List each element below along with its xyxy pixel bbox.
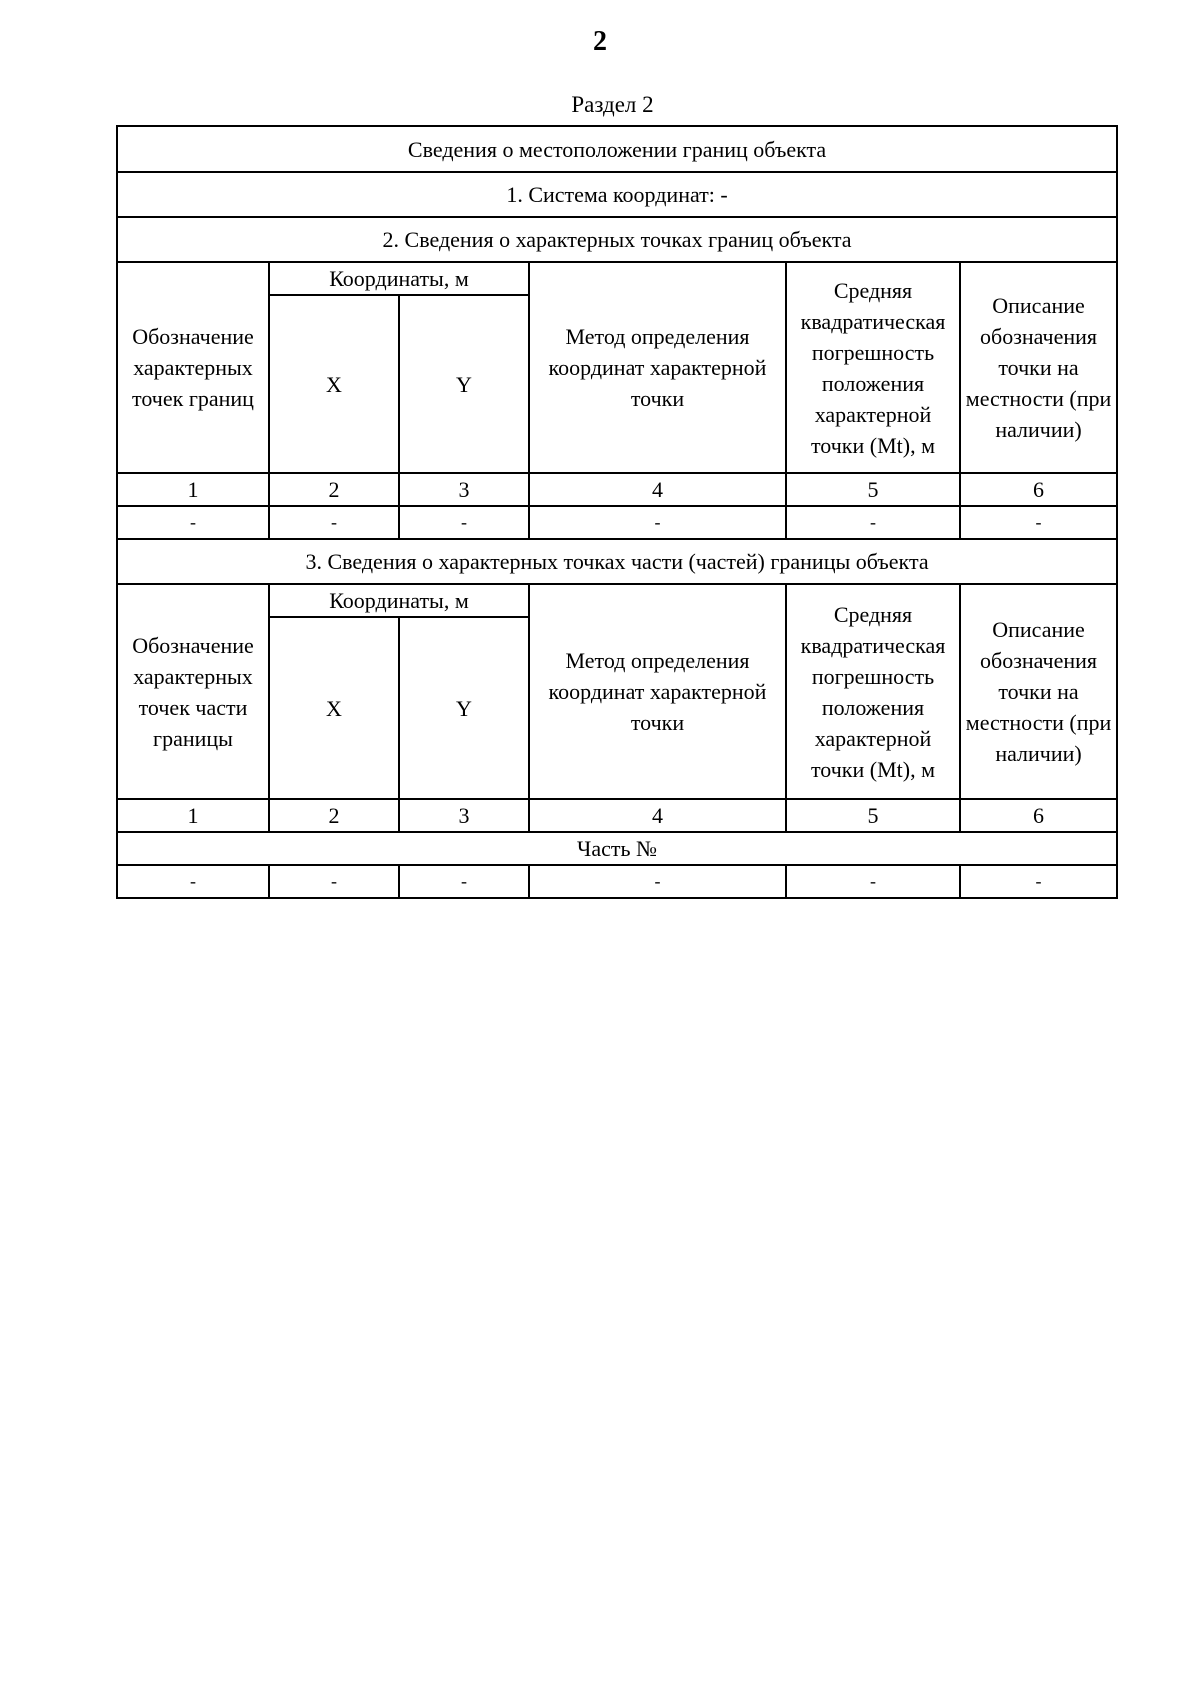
col-x-header: X [269, 295, 399, 473]
part-column-number-row [117, 799, 1117, 832]
table-cell: - [786, 865, 960, 898]
table-cell: - [117, 865, 269, 898]
table-cell: - [529, 506, 786, 539]
col-description-header: Описание обозначения точки на местности (при наличии) [960, 262, 1117, 473]
table-cell: - [269, 506, 399, 539]
table-cell: - [786, 506, 960, 539]
col-coordinates-header: Координаты, м [269, 262, 529, 295]
table-row [117, 865, 1117, 898]
part-col-x-header: X [269, 617, 399, 799]
col-method-header: Метод определения координат характерной точки [529, 262, 786, 473]
column-number: 5 [786, 799, 960, 832]
column-number: 2 [269, 799, 399, 832]
part-col-description-header: Описание обозначения точки на местности (при наличии) [960, 584, 1117, 799]
part-col-y-header: Y [399, 617, 529, 799]
column-number: 2 [269, 473, 399, 506]
col-designation-header: Обозначение характерных точек границ [117, 262, 269, 473]
table-cell: - [960, 506, 1117, 539]
page-number: 2 [593, 26, 607, 57]
column-number: 1 [117, 473, 269, 506]
column-number: 6 [960, 799, 1117, 832]
column-number-row [117, 473, 1117, 506]
boundary-points-heading: 2. Сведения о характерных точках границ объекта [117, 217, 1117, 262]
coordinate-system: 1. Система координат: - [117, 172, 1117, 217]
column-number: 3 [399, 799, 529, 832]
table-cell: - [117, 506, 269, 539]
table-cell: - [960, 865, 1117, 898]
col-error-header: Средняя квадратическая погрешность положения характерной точки (Mt), м [786, 262, 960, 473]
table-cell: - [529, 865, 786, 898]
col-y-header: Y [399, 295, 529, 473]
column-number: 1 [117, 799, 269, 832]
table-cell: - [399, 865, 529, 898]
part-number-label: Часть № [117, 832, 1117, 865]
part-col-designation-header: Обозначение характерных точек части границы [117, 584, 269, 799]
table-cell: - [269, 865, 399, 898]
section-label: Раздел 2 [571, 92, 654, 117]
part-col-coordinates-header: Координаты, м [269, 584, 529, 617]
column-number: 3 [399, 473, 529, 506]
column-number: 4 [529, 799, 786, 832]
boundary-info-table [116, 125, 1118, 899]
column-number: 5 [786, 473, 960, 506]
table-title: Сведения о местоположении границ объекта [117, 126, 1117, 172]
part-points-heading: 3. Сведения о характерных точках части (частей) границы объекта [117, 539, 1117, 584]
column-number: 6 [960, 473, 1117, 506]
part-col-error-header: Средняя квадратическая погрешность положения характерной точки (Mt), м [786, 584, 960, 799]
column-number: 4 [529, 473, 786, 506]
table-cell: - [399, 506, 529, 539]
part-col-method-header: Метод определения координат характерной точки [529, 584, 786, 799]
table-row [117, 506, 1117, 539]
